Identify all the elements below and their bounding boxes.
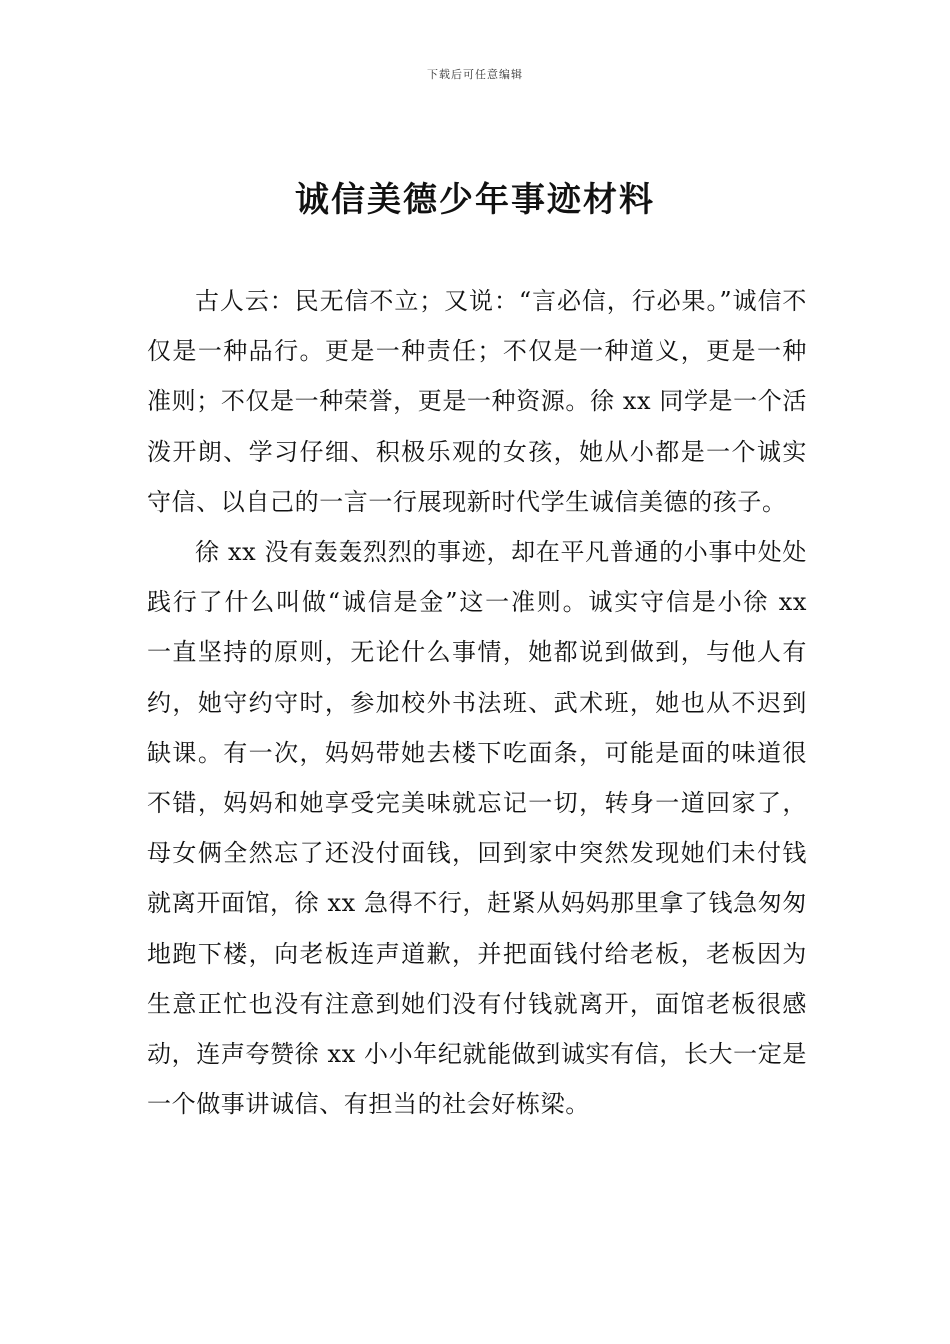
- paragraph-2: 徐 xx 没有轰轰烈烈的事迹，却在平凡普通的小事中处处践行了什么叫做“诚信是金”这一准则。诚实守信是小徐 xx 一直坚持的原则，无论什么事情，她都说到做到，与他人有约，她守约守时，参加校外书法班、武术班，她也从不迟到缺课。有一次，妈妈带她去楼下吃面条，可能是面的味道很不错，妈妈和她享受完美味就忘记一切，转身一道回家了，母女俩全然忘了还没付面钱，回到家中突然发现她们未付钱就离开面馆，徐 xx 急得不行，赶紧从妈妈那里拿了钱急匆匆地跑下楼，向老板连声道歉，并把面钱付给老板，老板因为生意正忙也没有注意到她们没有付钱就离开，面馆老板很感动，连声夸赞徐 xx 小小年纪就能做到诚实有信，长大一定是一个做事讲诚信、有担当的社会好栋梁。: [147, 538, 807, 1119]
- document-body: [147, 276, 807, 1129]
- paragraph-1: 古人云：民无信不立；又说：“言必信，行必果。”诚信不仅是一种品行。更是一种责任；不仅是一种道义，更是一种准则；不仅是一种荣誉，更是一种资源。徐 xx 同学是一个活泼开朗、学习仔细、积极乐观的女孩，她从小都是一个诚实守信、以自己的一言一行展现新时代学生诚信美德的孩子。: [147, 287, 807, 516]
- header-note: 下载后可任意编辑: [427, 68, 523, 81]
- document-title: 诚信美德少年事迹材料: [295, 180, 655, 220]
